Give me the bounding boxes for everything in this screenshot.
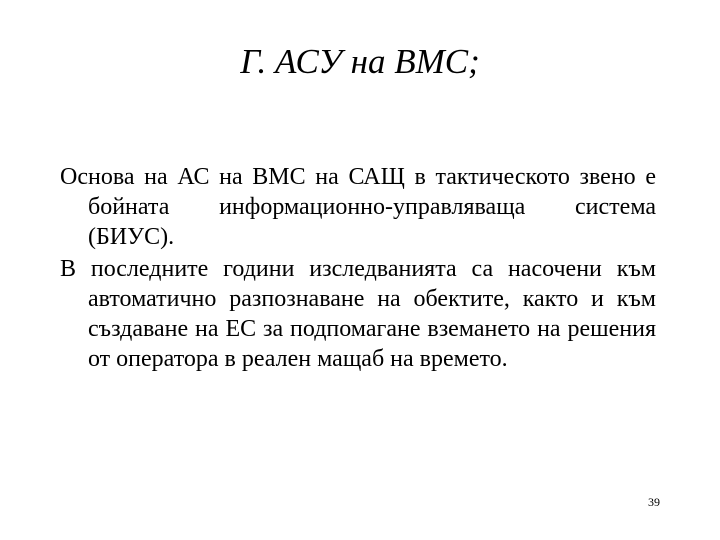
- page-number: 39: [648, 495, 660, 509]
- paragraph-2: В последните години изследванията са насочени към автоматично разпознаване на обектите, както и към създаване на ЕС за подпомагане вземането на решения от оператора в реален мащаб на времето.: [60, 256, 656, 372]
- slide-title: Г. АСУ на ВМС;: [240, 42, 480, 81]
- slide-body: [60, 162, 656, 376]
- paragraph-1: Основа на АС на ВМС на САЩ в тактическото звено е бойната информационно-управляваща система (БИУС).: [60, 164, 656, 250]
